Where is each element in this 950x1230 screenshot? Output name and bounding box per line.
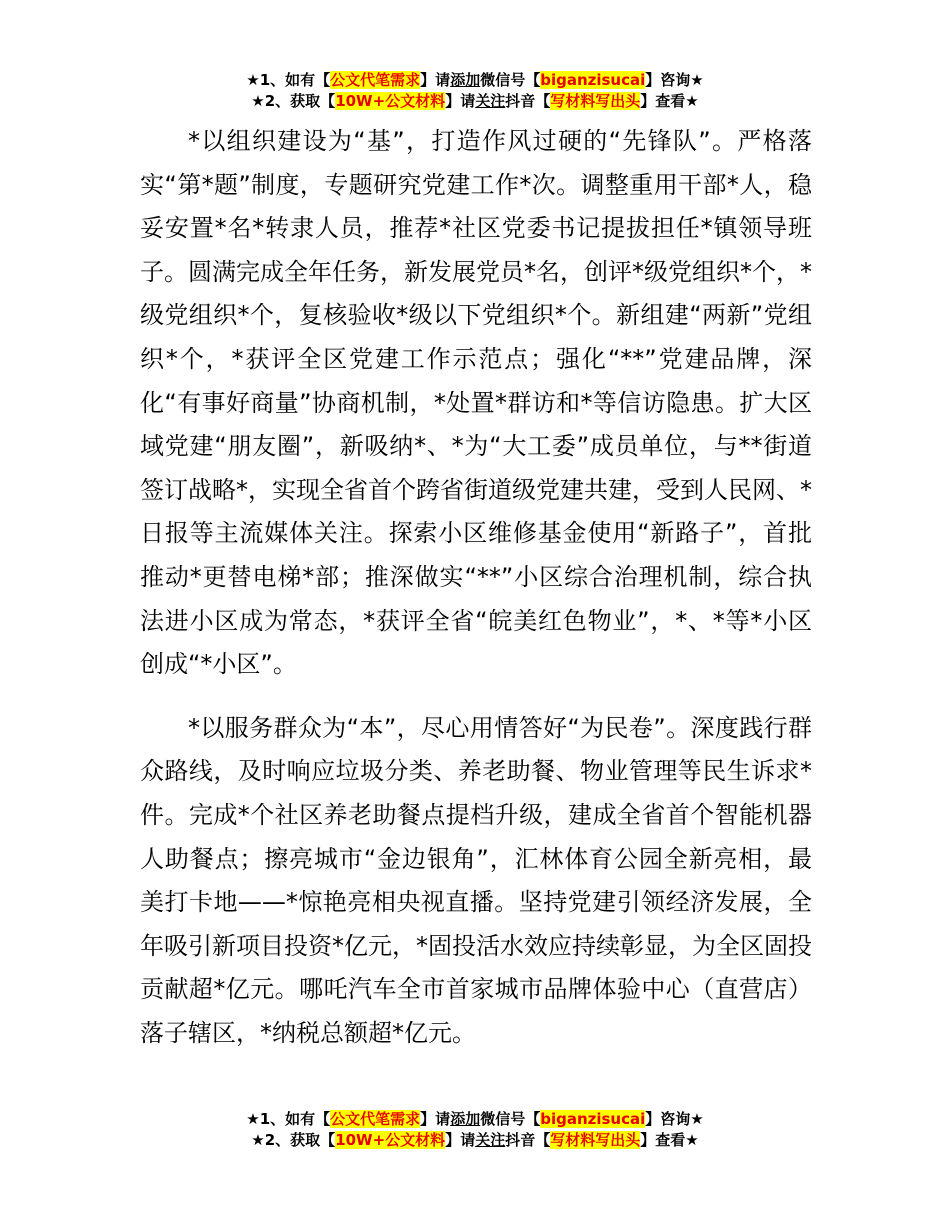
underlined-text: 关注 [475,92,506,110]
banner-text: 微信号【 [480,71,541,89]
banner-line-2 [0,1130,950,1151]
banner-text: 】请 [445,1131,476,1149]
underlined-text: 添加 [450,71,481,89]
banner-text: ★1、如有【 [246,1110,331,1128]
banner-line-1 [0,1109,950,1130]
highlight-text: 公文代笔需求 [330,1110,421,1128]
banner-text: 微信号【 [480,1110,541,1128]
banner-text: 】查看★ [640,92,699,110]
banner-text: 】咨询★ [645,1110,704,1128]
banner-line-1 [0,70,950,91]
paragraph-service: *以服务群众为“本”，尽心用情答好“为民卷”。深度践行群众路线，及时响应垃圾分类、养老助餐、物业管理等民生诉求*件。完成*个社区养老助餐点提档升级，建成全省首个智能机器人助餐点；擦亮城市“金边银角”，汇林体育公园全新亮相，最美打卡地——*惊艳亮相央视直播。坚持党建引领经济发展，全年吸引新项目投资*亿元，*固投活水效应持续彰显，为全区固投贡献超*亿元。哪吒汽车全市首家城市品牌体验中心（直营店）落子辖区，*纳税总额超*亿元。 [140,713,812,1047]
highlight-text: 10W+公文材料 [335,1131,446,1149]
banner-text: 】查看★ [640,1131,699,1149]
banner-text: 抖音【 [505,1131,551,1149]
wechat-id: biganzisucai [540,1110,646,1128]
banner-text: ★2、获取【 [251,1131,336,1149]
banner-text: ★1、如有【 [246,71,331,89]
douyin-name: 写材料写出头 [550,92,641,110]
douyin-name: 写材料写出头 [550,1131,641,1149]
header-banner [0,70,950,112]
underlined-text: 添加 [450,1110,481,1128]
underlined-text: 关注 [475,1131,506,1149]
highlight-text: 10W+公文材料 [335,92,446,110]
document-body [140,120,812,1075]
highlight-text: 公文代笔需求 [330,71,421,89]
banner-text: 抖音【 [505,92,551,110]
banner-text: 】咨询★ [645,71,704,89]
footer-banner [0,1109,950,1151]
banner-text: 】请 [420,71,451,89]
banner-text: 】请 [445,92,476,110]
banner-text: ★2、获取【 [251,92,336,110]
paragraph-organization: *以组织建设为“基”，打造作风过硬的“先锋队”。严格落实“第*题”制度，专题研究党建工作*次。调整重用干部*人，稳妥安置*名*转隶人员，推荐*社区党委书记提拔担任*镇领导班子。圆满完成全年任务，新发展党员*名，创评*级党组织*个，*级党组织*个，复核验收*级以下党组织*个。新组建“两新”党组织*个，*获评全区党建工作示范点；强化“**”党建品牌，深化“有事好商量”协商机制，*处置*群访和*等信访隐患。扩大区域党建“朋友圈”，新吸纳*、*为“大工委”成员单位，与**街道签订战略*，实现全省首个跨省街道级党建共建，受到人民网、*日报等主流媒体关注。探索小区维修基金使用“新路子”，首批推动*更替电梯*部；推深做实“**”小区综合治理机制，综合执法进小区成为常态，*获评全省“皖美红色物业”，*、*等*小区创成“*小区”。 [140,127,812,679]
wechat-id: biganzisucai [540,71,646,89]
banner-text: 】请 [420,1110,451,1128]
banner-line-2 [0,91,950,112]
